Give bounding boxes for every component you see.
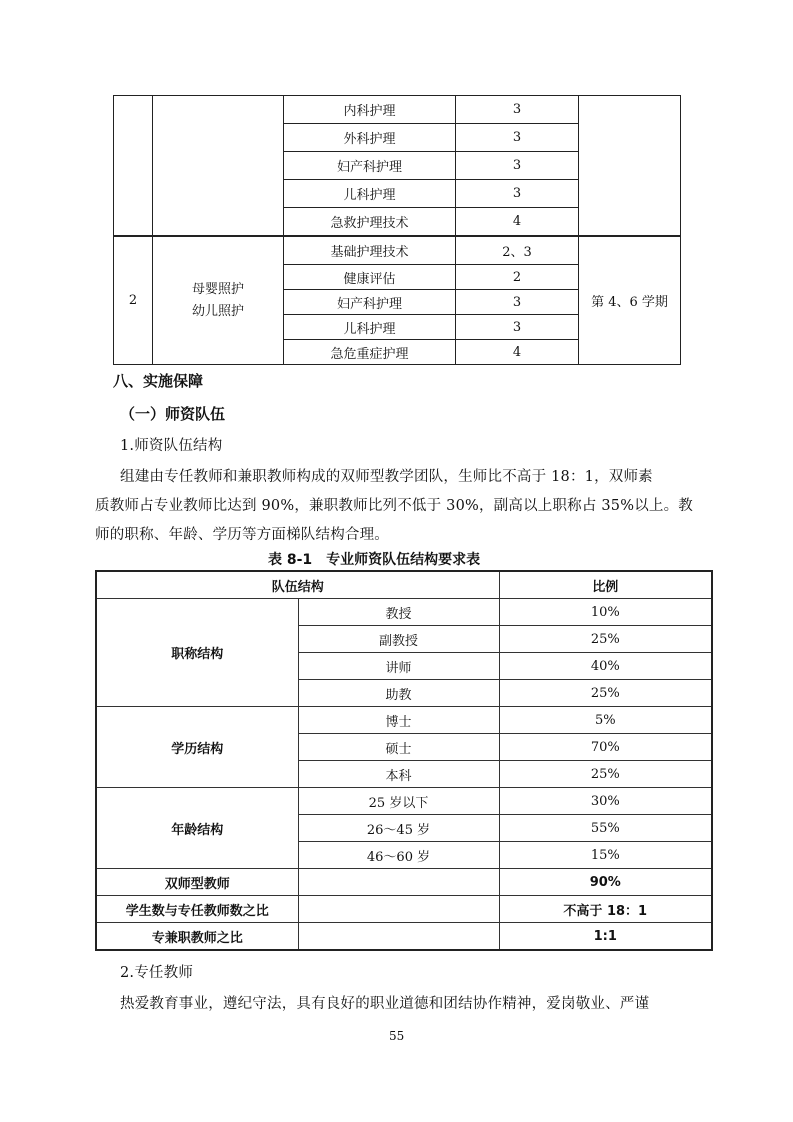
item-cell: 本科: [298, 761, 499, 788]
ratio-cell: 55%: [499, 815, 712, 842]
semester-cell: 3: [456, 290, 579, 315]
position-label: 幼儿照护: [191, 303, 244, 319]
index-cell: 2: [114, 236, 153, 365]
positions-cell: [153, 236, 284, 365]
paragraph-line: 质教师占专业教师比达到 90%，兼职教师比列不低于 30%，副高以上职称占 35%以上。教: [95, 498, 694, 514]
section-heading: 八、实施保障: [113, 372, 204, 390]
ratio-cell: 5%: [499, 707, 712, 734]
ratio-cell: 10%: [499, 599, 712, 626]
item-cell: 教授: [298, 599, 499, 626]
course-cell: 妇产科护理: [284, 152, 456, 180]
summary-value: 不高于 18：1: [499, 896, 712, 923]
item-cell: 博士: [298, 707, 499, 734]
semester-cell: 4: [456, 208, 579, 237]
summary-value: 90%: [499, 869, 712, 896]
page-number: 55: [389, 1029, 405, 1043]
semester-cell: 3: [456, 315, 579, 340]
summary-label: 学生数与专任教师数之比: [96, 896, 298, 923]
course-cell: 儿科护理: [284, 180, 456, 208]
ratio-cell: 25%: [499, 626, 712, 653]
header-cell: 比例: [499, 571, 712, 599]
summary-label: 双师型教师: [96, 869, 298, 896]
semester-cell: 4: [456, 340, 579, 365]
item-cell: 25 岁以下: [298, 788, 499, 815]
paragraph-line: 热爱教育事业，遵纪守法，具有良好的职业道德和团结协作精神，爱岗敬业、严谨: [120, 996, 650, 1012]
ratio-cell: 30%: [499, 788, 712, 815]
ratio-cell: 25%: [499, 680, 712, 707]
ratio-cell: 25%: [499, 761, 712, 788]
group-label: 年龄结构: [96, 788, 298, 869]
group-label: 职称结构: [96, 599, 298, 707]
course-cell: 基础护理技术: [284, 236, 456, 265]
group-label: 学历结构: [96, 707, 298, 788]
course-cell: 妇产科护理: [284, 290, 456, 315]
item-cell: 助教: [298, 680, 499, 707]
semester-cell: 2、3: [456, 236, 579, 265]
staff-structure-table: [95, 570, 713, 951]
subsection-heading: （一）师资队伍: [120, 405, 226, 423]
course-cell: 外科护理: [284, 124, 456, 152]
item-cell: 讲师: [298, 653, 499, 680]
term-cell: 第 4、6 学期: [579, 236, 681, 365]
semester-cell: 2: [456, 265, 579, 290]
course-cell: 儿科护理: [284, 315, 456, 340]
course-cell: 内科护理: [284, 96, 456, 124]
item-cell: 副教授: [298, 626, 499, 653]
ratio-cell: 40%: [499, 653, 712, 680]
item-cell: 46～60 岁: [298, 842, 499, 869]
item-cell: 硕士: [298, 734, 499, 761]
course-cell: 急危重症护理: [284, 340, 456, 365]
course-cell: 健康评估: [284, 265, 456, 290]
item-cell: 26～45 岁: [298, 815, 499, 842]
semester-cell: 3: [456, 180, 579, 208]
summary-value: 1:1: [499, 923, 712, 951]
ratio-cell: 15%: [499, 842, 712, 869]
header-cell: 队伍结构: [96, 571, 499, 599]
paragraph-line: 组建由专任教师和兼职教师构成的双师型教学团队，生师比不高于 18：1，双师素: [120, 469, 653, 485]
semester-cell: 3: [456, 96, 579, 124]
item-title: 2.专任教师: [120, 965, 194, 981]
course-table: [113, 95, 681, 365]
position-label: 母婴照护: [191, 281, 244, 297]
ratio-cell: 70%: [499, 734, 712, 761]
item-title: 1.师资队伍结构: [120, 438, 223, 454]
summary-label: 专兼职教师之比: [96, 923, 298, 951]
semester-cell: 3: [456, 124, 579, 152]
course-cell: 急救护理技术: [284, 208, 456, 237]
paragraph-line: 师的职称、年龄、学历等方面梯队结构合理。: [95, 527, 389, 543]
semester-cell: 3: [456, 152, 579, 180]
table-caption: 表 8-1 专业师资队伍结构要求表: [268, 552, 481, 568]
